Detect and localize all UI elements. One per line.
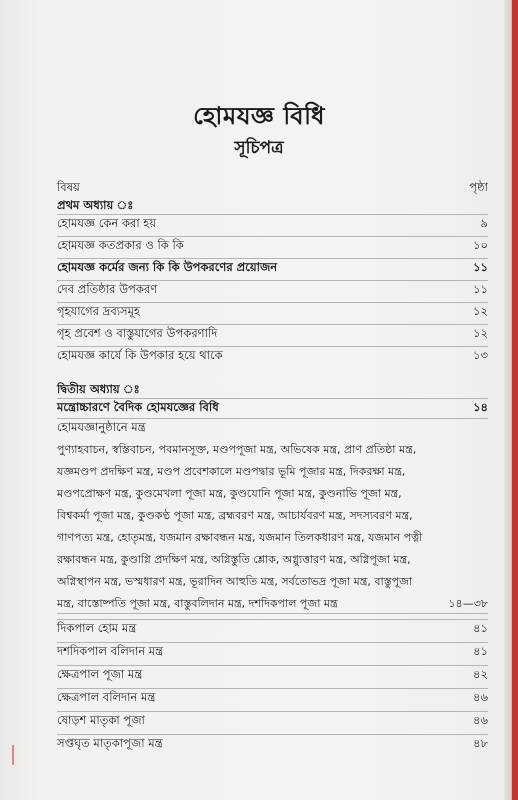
contents-heading: সূচিপত্র [234,138,284,158]
subject-column-label: বিষয় [57,180,80,194]
toc-entry-page: ৪১ [473,644,488,658]
page-column-label: পৃষ্ঠা [469,180,488,194]
toc-entry [57,642,488,658]
toc-entry-label: ষোড়শ মাতৃকা পূজা [57,713,145,727]
toc-entry-label: মন্ত্রোচ্চারণে বৈদিক হোমযজ্ঞের বিধি [57,400,219,414]
toc-entry-label: হোমযজ্ঞ কর্মের জন্য কি কি উপকরণের প্রয়োজন [57,260,278,274]
toc-entry [57,324,488,340]
toc-entry-label: গৃহযাগের দ্রব্যসমূহ [57,304,141,318]
toc-entry-label: ক্ষেত্রপাল পূজা মন্ত্র [57,667,143,681]
paragraph-line: রক্ষাবন্ধন মন্ত্র, কুণ্ডাগ্নি প্রদক্ষিণ মন্ত্র, অগ্নিস্তুতি শ্লোক, অগ্ন্যুত্তারণ মন্ত্র, অগ্নিপূজা মন্ত্র, [57,553,411,566]
toc-subheading: হোমযজ্ঞানুষ্ঠানে মন্ত্র [57,418,488,419]
toc-entry [57,734,488,750]
toc-entry [57,398,488,414]
toc-entry-page: ৪১ [473,621,488,635]
toc-entry-label: হোমযজ্ঞ কতপ্রকার ও কি কি [57,238,184,252]
toc-entry-label: সপ্তঘৃত মাতৃকাপূজা মন্ত্র [57,736,163,750]
toc-entry-page: ৪২ [473,667,488,681]
toc-entry-label: হোমযজ্ঞ কার্যে কি উপকার হয়ে থাকে [57,348,223,362]
toc-entry [57,688,488,704]
margin-mark [12,745,14,765]
toc-entry [57,346,488,362]
toc-entry-label: দিকপাল হোম মন্ত্র [57,621,137,635]
toc-entry [57,258,488,274]
toc-entry-page: ১৪ [473,400,488,414]
toc-entry [57,280,488,296]
toc-entry-page: ১৩ [473,348,488,362]
book-title: হোমযজ্ঞ বিধি [193,102,325,130]
toc-entry-label: দশদিকপাল বলিদান মন্ত্র [57,644,164,658]
paragraph-line: যজ্ঞমণ্ডপ প্রদক্ষিণ মন্ত্র, মণ্ডপ প্রবেশকালে মণ্ডপদ্বার ভূমি পূজার মন্ত্র, দিকরক্ষা মন্ত্র, [57,465,406,478]
toc-entry-label: দেব প্রতিষ্ঠার উপকরণ [57,282,158,296]
paragraph-line: পুণ্যাহবাচন, স্বস্তিবাচন, পবমানসূক্ত, মণ্ডপপূজা মন্ত্র, অভিষেক মন্ত্র, প্রাণ প্রতিষ্ঠা মন্ত্র, [57,443,417,456]
toc-entry-page: ১২ [473,326,488,340]
paragraph-line: মন্ত্র, বাস্তোষ্পতি পূজা মন্ত্র, বাস্তুবলিদান মন্ত্র, দশদিকপাল পূজা মন্ত্র [57,597,338,610]
toc-entry [57,214,488,230]
toc-entry-label: গৃহ প্রবেশ ও বাস্তুযাগের উপকরণাদি [57,326,218,340]
toc-entry [57,236,488,252]
toc-entry-page: ১০ [473,238,488,252]
toc-entry-page: ১১ [473,260,488,274]
toc-entry-page: ১২ [473,304,488,318]
toc-entry-page: ৪৮ [473,736,488,750]
paragraph-line: গাণপত্য মন্ত্র, হোতৃমন্ত্র, যজমান রক্ষাবন্ধন মন্ত্র, যজমান তিলকধারণ মন্ত্র, যজমান পত্নী [57,531,423,544]
paragraph-line: বিশ্বকর্মা পূজা মন্ত্র, কুণ্ডকণ্ঠ পূজা মন্ত্র, ব্রহ্মবরণ মন্ত্র, আচার্যবরণ মন্ত্র, সদস্যবরণ মন্ত্র, [57,509,413,522]
paragraph-line: মণ্ডপপ্রোক্ষণ মন্ত্র, কুণ্ডমেখলা পূজা মন্ত্র, কুণ্ডযোনি পূজা মন্ত্র, কুণ্ডনাভি পূজা মন্ত্র, [57,487,402,500]
toc-entry-page: ৯ [480,216,488,230]
paragraph-line: অগ্নিস্থাপন মন্ত্র, ভস্মধারণ মন্ত্র, ভূরাদিন আহুতি মন্ত্র, সর্বতোভদ্র পূজা মন্ত্র, বাস্তুপূজা [57,575,413,588]
toc-entry-page: ৪৬ [473,690,488,704]
toc-entry [57,665,488,681]
toc-entry-page: ৪৬ [473,713,488,727]
paragraph-last-line [57,595,488,614]
toc-entry-page: ১৪—৩৮ [448,597,488,610]
toc-entry [57,711,488,727]
toc-entry [57,619,488,635]
toc-entry [57,302,488,318]
toc-entry-label: ক্ষেত্রপাল বলিদান মন্ত্র [57,690,156,704]
toc-entry-page: ১১ [473,282,488,296]
book-page: হোমযজ্ঞ বিধি সূচিপত্র বিষয় পৃষ্ঠা প্রথম অধ্যায় ঃ হোমযজ্ঞ কেন করা হয় ৯ হোমযজ্ঞ কতপ্রকার ও কি কি ১০ হোমযজ্ঞ কর্মের জন্য কি কি উপকরণের প্রয়োজন ১১ দেব প্রতিষ্ঠার উপকরণ ১১ গৃহযাগের দ্রব্যসমূহ ১২ গৃহ প্রবেশ ও বাস্তুযাগের উপকরণাদি ১২ হোমযজ্ঞ কার্যে কি উপকার হয়ে থাকে ১৩ দ্বিতীয় অধ্যায় ঃ মন্ত্রোচ্চারণে বৈদিক হোমযজ্ঞের বিধি ১৪ হোমযজ্ঞানুষ্ঠানে মন্ত্র পুণ্যাহবাচন, স্বস্তিবাচন, পবমানসূক্ত, মণ্ডপপূজা মন্ত্র, অভিষেক মন্ত্র, প্রাণ প্রতিষ্ঠা মন্ত্র, যজ্ঞমণ্ডপ প্রদক্ষিণ মন্ত্র, মণ্ডপ প্রবেশকালে মণ্ডপদ্বার ভূমি পূজার মন্ত্র, দিকরক্ষা মন্ত্র, মণ্ডপপ্রোক্ষণ মন্ত্র, কুণ্ডমেখলা পূজা মন্ত্র, কুণ্ডযোনি পূজা মন্ত্র, কুণ্ডনাভি পূজা মন্ত্র, বিশ্বকর্মা পূজা মন্ত্র, কুণ্ডকণ্ঠ পূজা মন্ত্র, ব্রহ্মবরণ মন্ত্র, আচার্যবরণ মন্ত্র, সদস্যবরণ মন্ত্র, গাণপত্য মন্ত্র, হোতৃমন্ত্র, যজমান রক্ষাবন্ধন মন্ত্র, যজমান তিলকধারণ মন্ত্র, যজমান পত্নী রক্ষাবন্ধন মন্ত্র, কুণ্ডাগ্নি প্রদক্ষিণ মন্ত্র, অগ্নিস্তুতি শ্লোক, অগ্ন্যুত্তারণ মন্ত্র, অগ্নিপূজা মন্ত্র, অগ্নিস্থাপন মন্ত্র, ভস্মধারণ মন্ত্র, ভূরাদিন আহুতি মন্ত্র, সর্বতোভদ্র পূজা মন্ত্র, বাস্তুপূজা মন্ত্র, বাস্তোষ্পতি পূজা মন্ত্র, বাস্তুবলিদান মন্ত্র, দশদিকপাল পূজা মন্ত্র ১৪—৩৮ দিকপাল হোম মন্ত্র ৪১ দশদিকপাল বলিদান মন্ত্র ৪১ ক্ষেত্রপাল পূজা মন্ত্র ৪২ ক্ষেত্রপাল বলিদান মন্ত্র ৪৬ ষোড়শ মাতৃকা পূজা ৪৬ সপ্তঘৃত মাতৃকাপূজা মন্ত্র ৪৮ [0,0,518,800]
toc-entry-label: হোমযজ্ঞ কেন করা হয় [57,216,157,230]
